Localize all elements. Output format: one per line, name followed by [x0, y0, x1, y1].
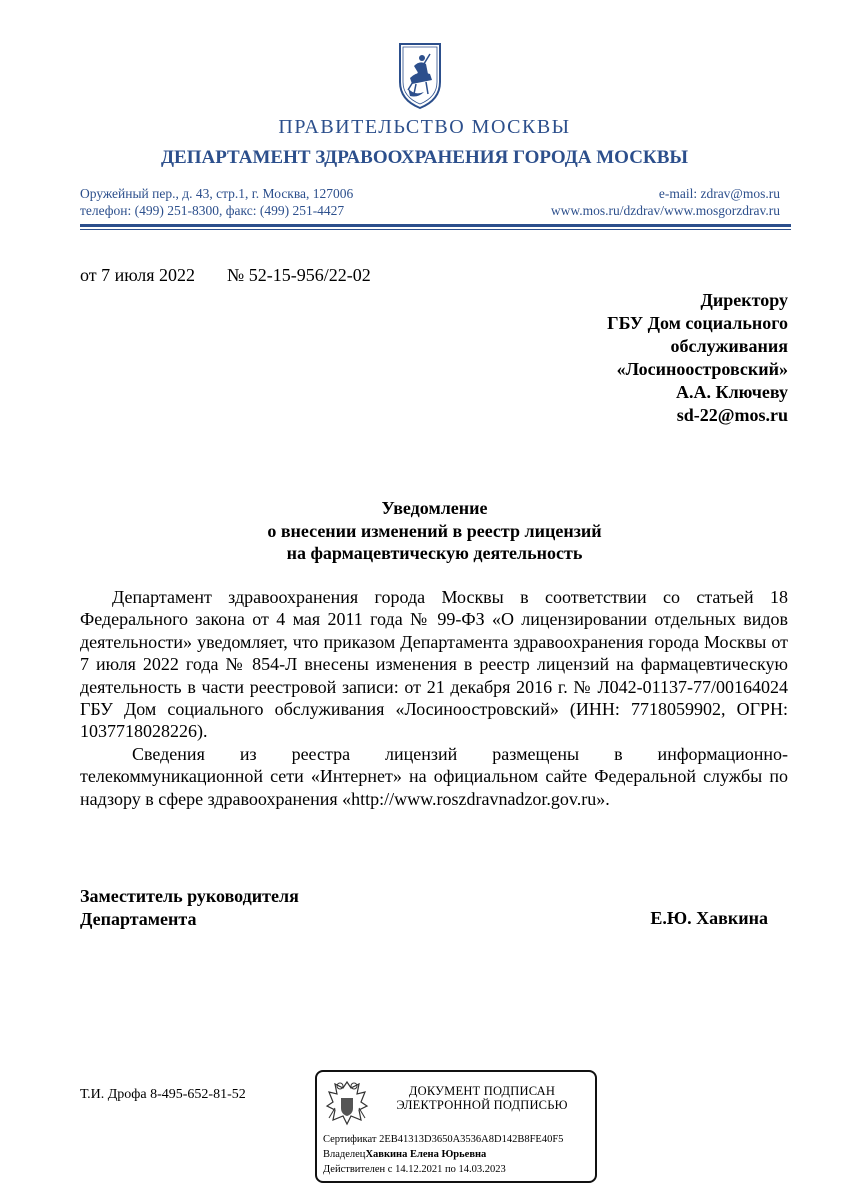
stamp-title	[377, 1084, 587, 1112]
stamp-owner-label: Владелец	[323, 1149, 366, 1160]
address: Оружейный пер., д. 43, стр.1, г. Москва, 127006	[80, 186, 354, 201]
moscow-emblem-icon	[396, 40, 444, 110]
recipient-email: sd-22@mos.ru	[676, 405, 788, 425]
heading-line: на фармацевтическую деятельность	[286, 543, 583, 563]
stamp-title-line: ДОКУМЕНТ ПОДПИСАН	[408, 1084, 556, 1098]
stamp-owner	[323, 1149, 486, 1160]
header-divider	[80, 224, 791, 227]
recipient-block	[607, 289, 788, 427]
letter-number: № 52-15-956/22-02	[227, 265, 371, 285]
russian-coat-of-arms-icon	[325, 1078, 369, 1128]
heading-line: о внесении изменений в реестр лицензий	[267, 520, 602, 541]
department-title: ДЕПАРТАМЕНТ ЗДРАВООХРАНЕНИЯ ГОРОДА МОСКВЫ	[160, 147, 689, 168]
body-paragraph: Сведения из реестра лицензий размещены в информационно-телекоммуникационной сети «Интернет» на официальном сайте Федеральной службы по надзору в сфере здравоохранения «http://www.roszdravnadzor.gov.ru».	[80, 743, 788, 809]
recipient-line: ГБУ Дом социального	[607, 313, 788, 333]
signatory-name: Е.Ю. Хавкина	[650, 908, 768, 928]
heading-line: Уведомление	[381, 498, 488, 518]
e-signature-stamp	[315, 1070, 597, 1183]
recipient-line: А.А. Ключеву	[676, 382, 788, 402]
recipient-line: обслуживания	[670, 336, 788, 356]
email: e-mail: zdrav@mos.ru	[658, 186, 780, 201]
contacts-web-block	[551, 185, 780, 219]
signatory-title	[80, 885, 299, 931]
stamp-owner-name: Хавкина Елена Юрьевна	[365, 1149, 487, 1160]
government-title: ПРАВИТЕЛЬСТВО МОСКВЫ	[278, 116, 571, 138]
document-heading	[0, 497, 849, 565]
header-divider-thin	[80, 229, 791, 230]
document-body	[80, 586, 788, 810]
contacts-address-block	[80, 185, 353, 219]
websites: www.mos.ru/dzdrav/www.mosgorzdrav.ru	[550, 203, 780, 218]
signatory-title-line: Заместитель руководителя	[80, 886, 299, 906]
stamp-title-line: ЭЛЕКТРОННОЙ ПОДПИСЬЮ	[396, 1098, 568, 1112]
signatory-title-line: Департамента	[80, 909, 197, 929]
recipient-line: «Лосиноостровский»	[616, 359, 788, 379]
letter-date: от 7 июля 2022	[80, 265, 196, 285]
stamp-certificate: Сертификат 2EB41313D3650A3536A8D142B8FE40F5	[323, 1134, 564, 1145]
stamp-validity: Действителен с 14.12.2021 по 14.03.2023	[323, 1164, 506, 1175]
body-paragraph: Департамент здравоохранения города Москвы в соответствии со статьей 18 Федерального закона от 4 мая 2011 года № 99-ФЗ «О лицензировании отдельных видов деятельности» уведомляет, что приказом Департамента здравоохранения города Москвы от 7 июля 2022 года № 854-Л внесены изменения в реестр лицензий на фармацевтическую деятельность в части реестровой записи: от 21 декабря 2016 г. № Л042-01137-77/00164024 ГБУ Дом социального обслуживания «Лосиноостровский» (ИНН: 7718059902, ОГРН: 1037718028226).	[80, 587, 788, 742]
recipient-line: Директору	[700, 290, 788, 310]
executor-contact: Т.И. Дрофа 8-495-652-81-52	[80, 1087, 246, 1102]
phones: телефон: (499) 251-8300, факс: (499) 251-4427	[80, 203, 345, 218]
letter-date-number	[80, 265, 371, 286]
